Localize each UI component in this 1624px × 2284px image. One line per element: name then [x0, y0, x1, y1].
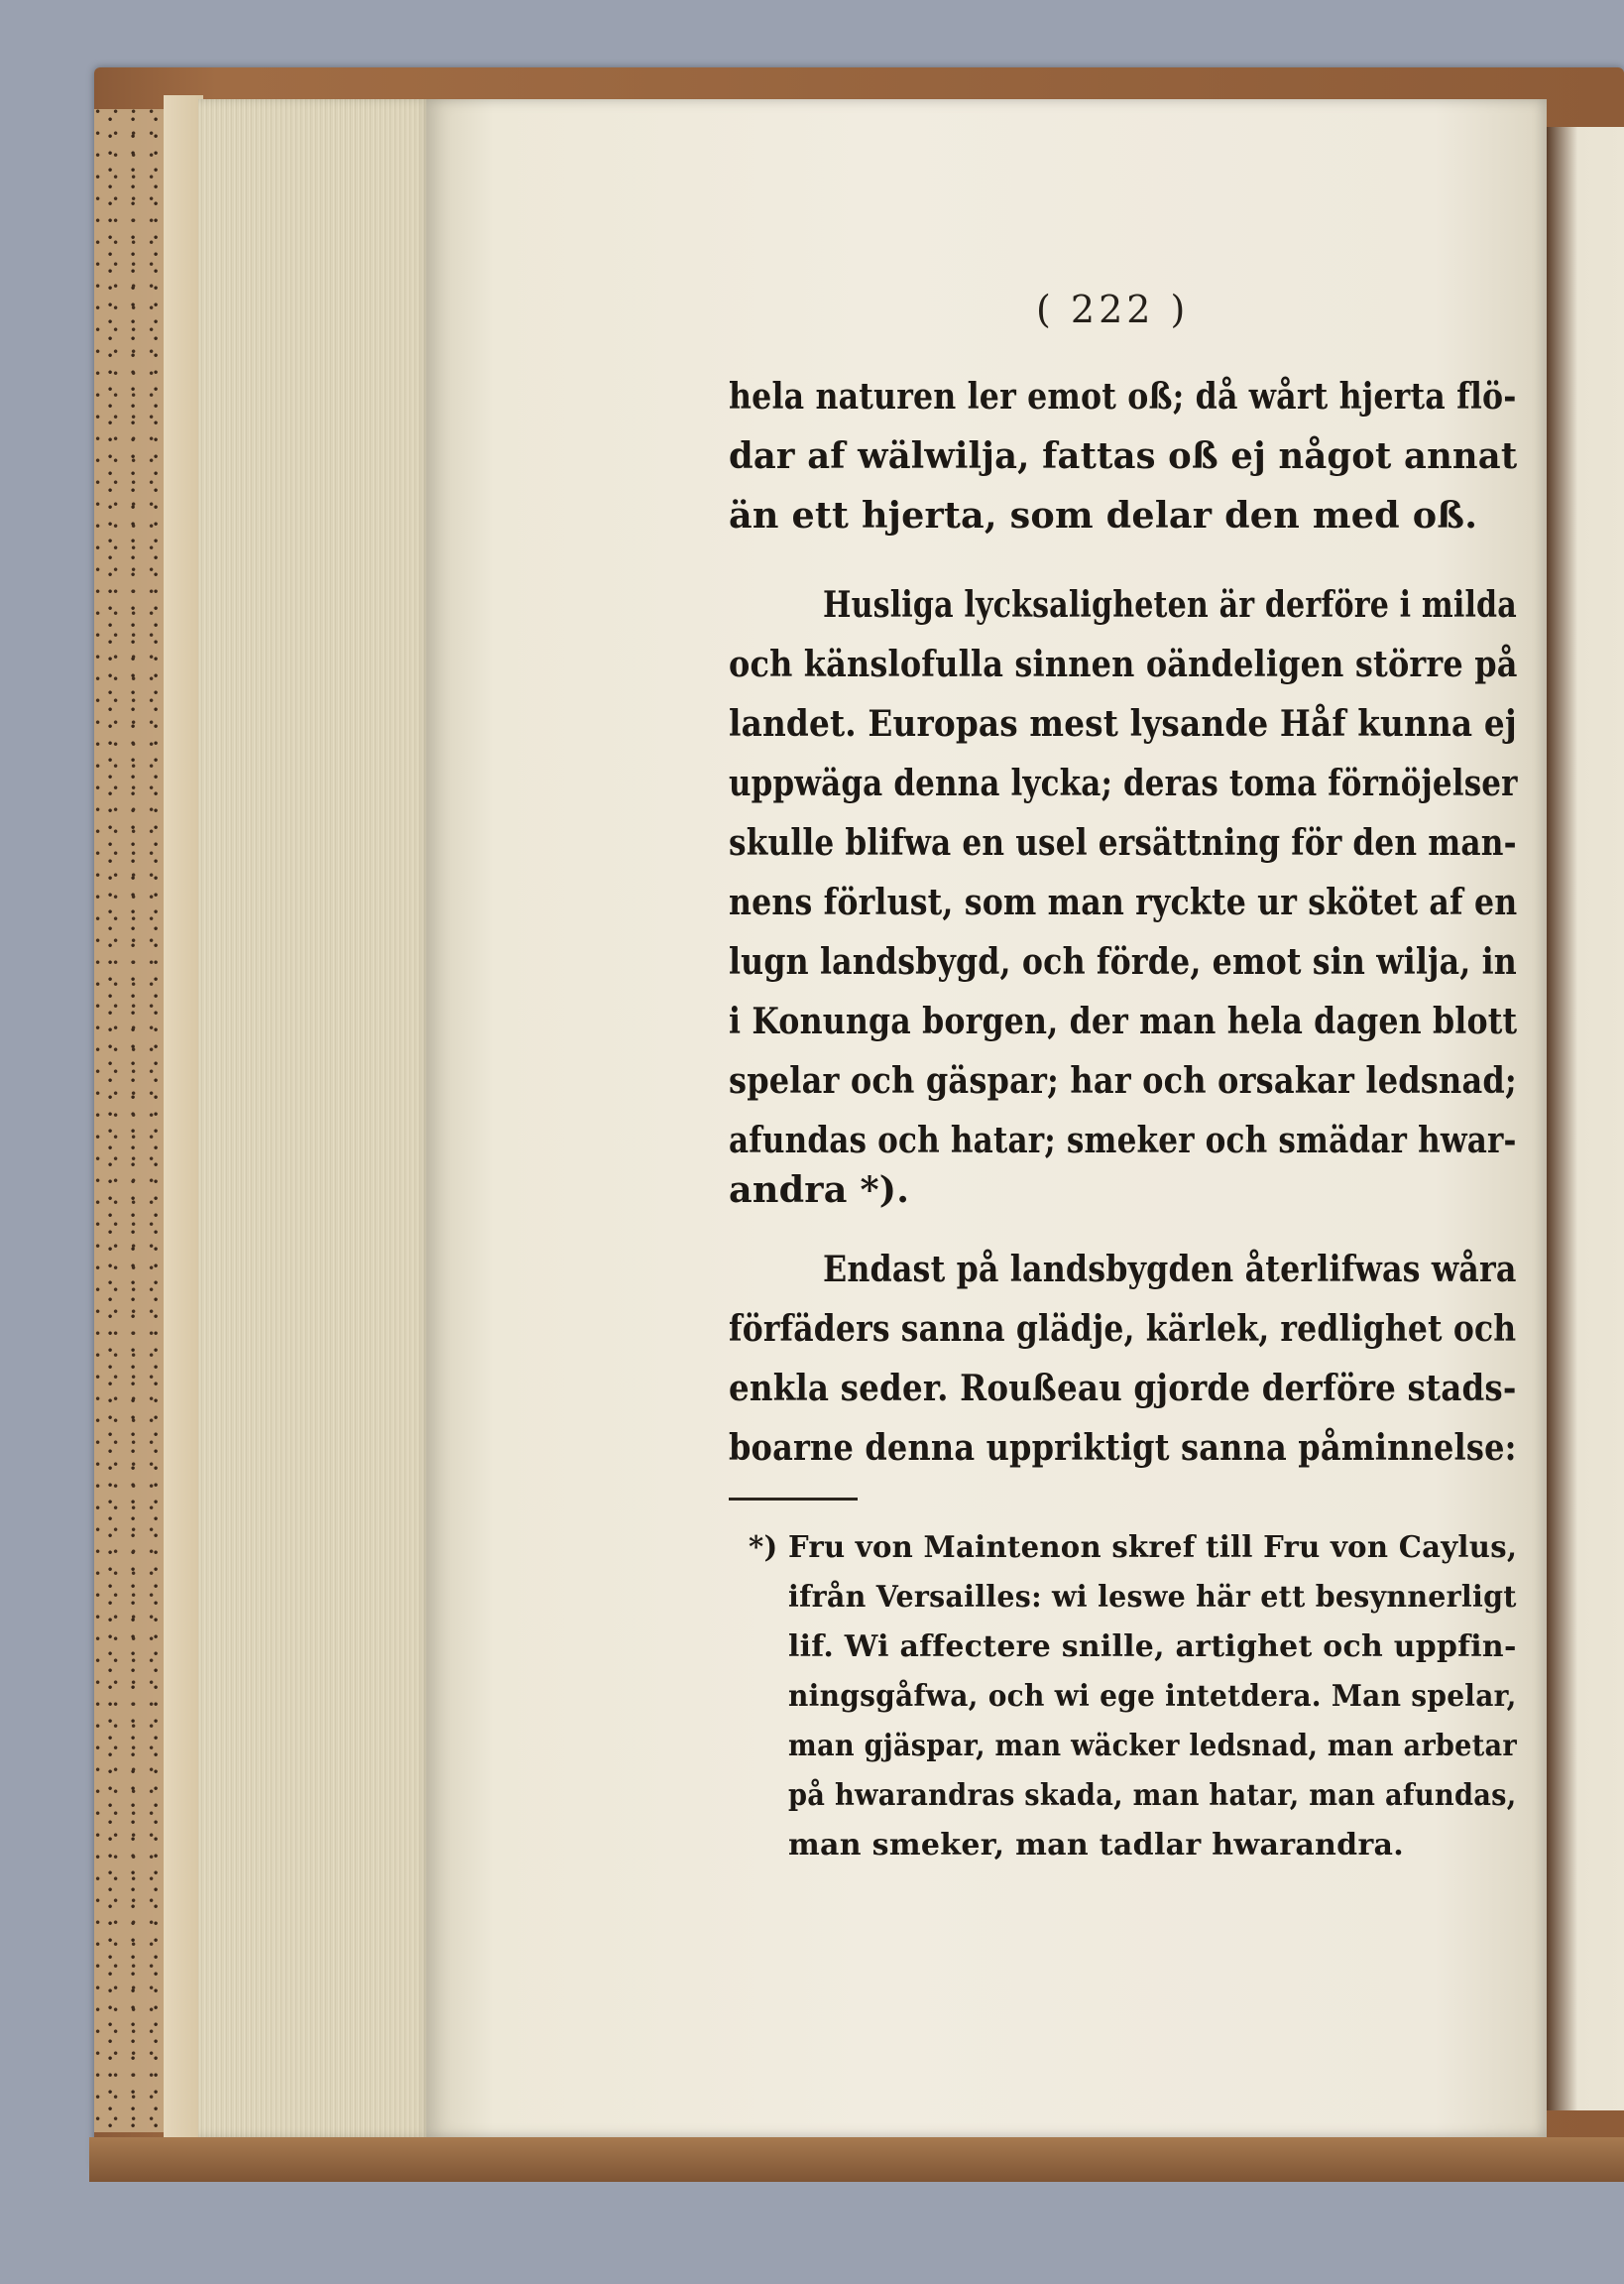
text-line: Endast på landsbygden återlifwas wåra: [823, 1248, 1517, 1290]
text-line: landet. Europas mest lysande Håf kunna ej: [729, 702, 1517, 745]
text-line: afundas och hatar; smeker och smädar hwar-: [729, 1119, 1517, 1161]
text-line: boarne denna uppriktigt sanna påminnelse:: [729, 1426, 1517, 1469]
text-line: förfäders sanna glädje, kärlek, redlighet och: [729, 1307, 1517, 1350]
text-line: än ett hjerta, som delar den med oß.: [729, 494, 1478, 537]
text-line: skulle blifwa en usel ersättning för den man-: [729, 821, 1517, 864]
text-line: lugn landsbygd, och förde, emot sin wilja, in: [729, 940, 1517, 983]
footnote-rule: [729, 1498, 858, 1501]
footnote-line: *) Fru von Maintenon skref till Fru von Caylus,: [749, 1530, 1518, 1565]
facing-page-edge: [1547, 127, 1624, 2110]
text-line: uppwäga denna lycka; deras toma förnöjelser: [729, 762, 1518, 804]
text-line: och känslofulla sinnen oändeligen större på: [729, 643, 1518, 685]
bottom-board: [89, 2137, 1624, 2182]
footnote-line: lif. Wi affectere snille, artighet och uppfin-: [788, 1629, 1517, 1664]
footnote-line: ifrån Versailles: wi leswe här ett besynnerligt: [788, 1580, 1517, 1615]
text-line: i Konunga borgen, der man hela dagen blott: [729, 1000, 1518, 1042]
speckled-board-edge: [94, 109, 164, 2132]
page-edges: [198, 99, 431, 2137]
left-board: [164, 95, 203, 2138]
footnote-line: man gjäspar, man wäcker ledsnad, man arbetar: [788, 1729, 1517, 1763]
footnote-line: man smeker, man tadlar hwarandra.: [788, 1828, 1405, 1863]
text-line: spelar och gäspar; har och orsakar ledsnad;: [729, 1059, 1517, 1102]
text-line: enkla seder. Roußeau gjorde derföre stads-: [729, 1367, 1517, 1409]
text-line: nens förlust, som man ryckte ur skötet af en: [729, 881, 1518, 923]
footnote-line: på hwarandras skada, man hatar, man afundas,: [788, 1778, 1517, 1813]
page-number-header: ( 222 ): [1036, 288, 1190, 331]
text-line: andra *).: [729, 1168, 910, 1211]
text-line: Husliga lycksaligheten är derföre i milda: [823, 583, 1517, 626]
text-line: hela naturen ler emot oß; då wårt hjerta flö-: [729, 375, 1517, 418]
footnote-line: ningsgåfwa, och wi ege intetdera. Man spelar,: [788, 1679, 1517, 1714]
text-line: dar af wälwilja, fattas oß ej något annat: [729, 434, 1518, 477]
